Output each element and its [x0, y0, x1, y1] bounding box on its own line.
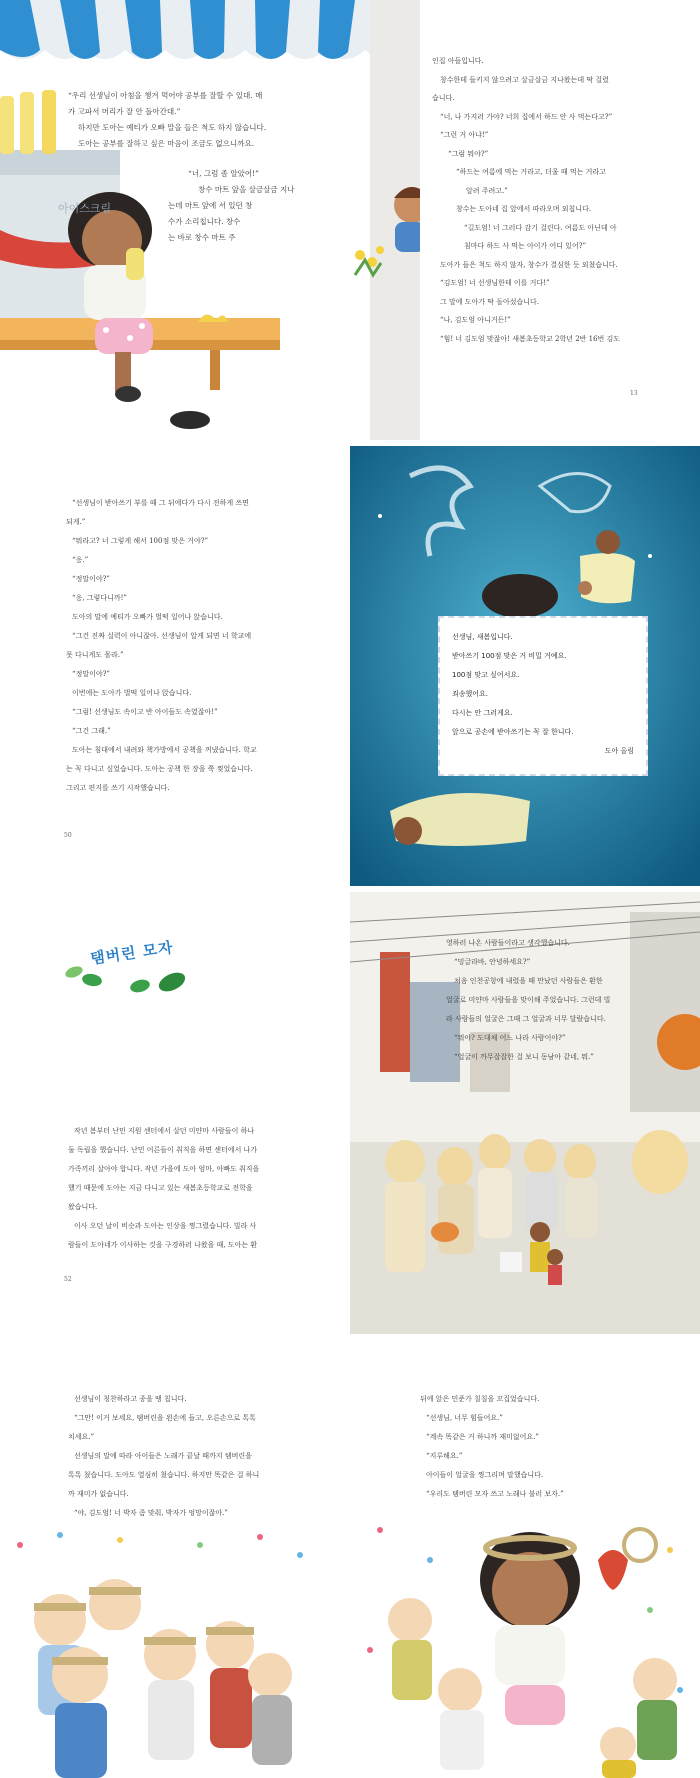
right-page-text: 뒤에 앉은 민준가 칠칠을 꼬집었습니다. “선생님, 너무 힘들어요.” “계속 똑같은 거 하니까 재미없어요.” “지루해요.” 아이들이 얼굴을 찡그리며 말했습니다. “우리도 탬버린 모자 쓰고 노래나 불러 보자.” — [420, 1395, 564, 1498]
slipper — [170, 411, 210, 429]
page-number: 50 — [64, 832, 72, 839]
sign-text: 아이스크림 — [58, 202, 112, 215]
girl-with-tambourine — [480, 1529, 656, 1725]
left-page-text: “선생님이 받아쓰기 부를 때 그 뒤에다가 다시 전하게 쓰면 되게.” “뭐라고? 너 그렇게 해서 100점 맞은 거야?” “응.” “정말이야?” “응, 그렇다니까!” 도아의 말에 예티가 오빠가 벌떡 일어나 앉습니다. “그건 진짜 실력이 아니잖아. 선생님이 알게 되면 너 학교에 못 다니게도 몰라.” “정말이야?” 이번에는 도아가 벌떡 일어나 앉습니다. “그럼! 선생님도 속이고 반 아이들도 속였잖아!” “그건 그래.” 도아는 침대에서 내려와 책가방에서 공책을 꺼냈습니다. 학교 는 꼭 다니고 싶었습니다. 도아는 공책 한 장을 쭉 찢었습니다. 그리고 편지를 쓰기 시작했습니다. — [66, 499, 257, 792]
spread-3 — [0, 892, 700, 1334]
tambourine-kids-right-illustration — [350, 1490, 700, 1778]
spread-4 — [0, 1340, 700, 1778]
left-page-text: “우리 선생님이 아침을 챙겨 먹어야 공부를 잘할 수 있대. 매 가 고파서 머리가 잘 안 돌아간대.” 하지만 도아는 예티가 오빠 말을 들은 척도 하지 않습니다. 도아는 공부를 잘하고 싶은 마음이 조금도 없으니까요. “너, 그럼 좀 알았어!” 창수 마트 앞을 살금살금 지나 는데 마트 앞에 서 있던 창 수가 소리칩니다. 창수 는 바로 창수 마트 주 — [68, 91, 295, 242]
page-number: 52 — [64, 1276, 72, 1283]
spread-1 — [0, 0, 700, 440]
kid-group — [34, 1579, 292, 1778]
left-page-text: 선생님이 칭찬하라고 종을 땡 칩니다. “그만! 이거 보세요, 탬버린을 왼손에 들고, 오른손으로 톡톡 치세요.” 선생님의 말에 따라 아이들은 노래가 끝날 때까지 탬버린을 톡톡 쳤습니다. 도아도 열심히 쳤습니다. 하지만 똑같은 걸 하니 까 재미가 없습니다. “야, 김도엄! 너 박자 좀 맞춰, 박자가 엉망이잖아.” — [68, 1395, 260, 1517]
right-page-text: 인집 아들입니다. 창수한테 들키지 않으려고 살금살금 지나왔는데 딱 걸렸 습니다. “너, 나 가지러 가야? 너희 집에서 하드 안 사 먹는다고?” “그런 거 아냐!” “그럼 뭐야?” “하드는 여름에 먹는 거라고, 더울 때 먹는 거라고 알려 주려고.” 창수는 도아네 집 앞에서 따라오며 외칩니다. “길도엄! 너 그러다 감기 걸린다. 여름도 아닌데 아 침마다 하드 사 먹는 아이가 어디 있어?” 도아가 들은 척도 하지 않자, 창수가 결심한 듯 외쳤습니다. “김도엄! 너 선생님한테 이를 거다!” 그 말에 도아가 딱 돌아섰습니다. “나, 김도엄 아니거든!” “힘! 너 김도엄 맞잖아! 새봄초등학교 2학년 2반 16번 김도 — [432, 57, 621, 343]
right-page-text: 영하러 나온 사람들이라고 생각했습니다. “밍글라바, 안녕하세요?” 처음 인천공항에 내렸을 때 만났던 사람들은 환한 얼굴로 미얀마 사람들을 맞이해 주었습니다. 그런데 빌 라 사람들의 얼굴은 그때 그 얼굴과 너무 달랐습니다. “뭐야? 도대체 어느 나라 사람이야?” “얼굴이 까무잡잡한 걸 보니 동남아 같네, 뭐.” — [446, 939, 611, 1061]
tambourine-kids-left-illustration — [0, 1525, 330, 1778]
spread-2 — [0, 446, 700, 886]
apology-letter: 선생님, 새봄입니다. 받아쓰기 100점 맞은 거 비밀 거예요. 100점 맞고 싶어서요. 죄송했어요. 다시는 안 그러게요. 앞으로 공손에 받아쓰기는 꼭 잘 한니다. 도아 올림 — [438, 616, 648, 776]
chapter-title: 탬버린 모자 — [89, 938, 175, 968]
left-page-text: 작년 봄부터 난민 지원 센터에서 살던 미얀마 사람들이 하나 둘 독립을 했습니다. 난민 어른들이 취직을 하면 센터에서 나가 가족끼리 살아야 합니다. 작년 가을에 도아 엄마, 아빠도 취직을 했기 때문에 도아는 지금 다니고 있는 새봄초등학교로 전학을 왔습니다. 이사 오던 날이 비슷과 도아는 인상을 찡그렸습니다. 빌라 사 람들이 도아네가 이사하는 것을 구경하러 나왔을 때, 도아는 환 — [68, 1127, 260, 1249]
striped-awning — [0, 0, 405, 59]
page-number: 13 — [630, 390, 638, 397]
